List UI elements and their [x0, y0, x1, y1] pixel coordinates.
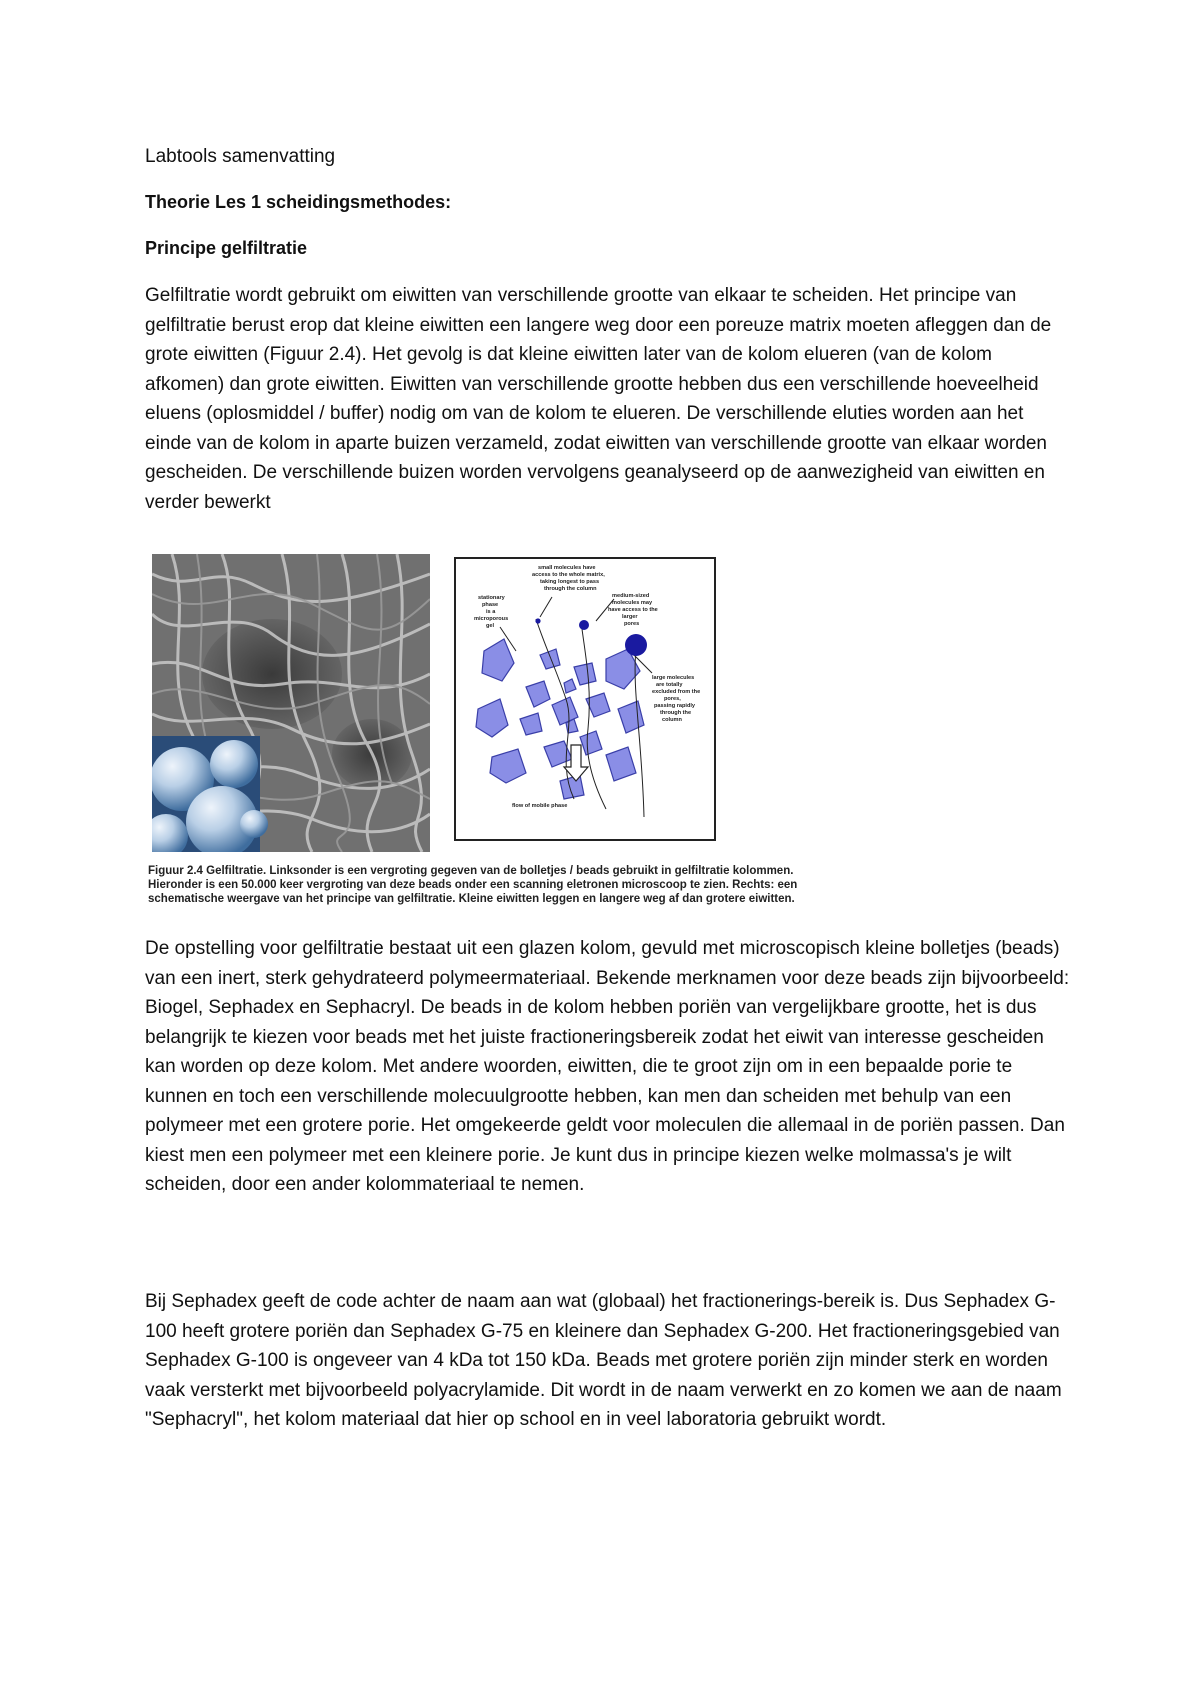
subsection-heading: Principe gelfiltratie [145, 238, 308, 258]
label-stationary-5: gel [486, 623, 495, 629]
small-pointer [540, 597, 552, 617]
paragraph-sephadex: Bij Sephadex geeft de code achter de naam aan wat (globaal) het fractionerings-bereik is. Dus Sephadex G-100 heeft grotere poriën dan Sephadex G-75 en kleinere dan Sephadex G-200. Het fractioneringsgebied van Sephadex G-100 is ongeveer van 4 kDa tot 150 kDa. Beads met grotere poriën zijn minder sterk en worden vaak versterkt met bijvoorbeeld polyacrylamide. Dit wordt in de naam verwerkt en zo komen we aan de naam "Sephacryl", het kolom materiaal dat hier op school en in veel laboratoria gebruikt wordt. [145, 1291, 1062, 1430]
paragraph-opstelling: De opstelling voor gelfiltratie bestaat uit een glazen kolom, gevuld met microscopisch kleine bolletjes (beads) van een inert, sterk gehydrateerd polymeermateriaal. Bekende merknamen voor deze beads zijn bijvoorbeeld: Biogel, Sephadex en Sephacryl. De beads in de kolom hebben poriën van vergelijkbare grootte, het is dus belangrijk te kiezen voor beads met het juiste fractioneringsbereik zodat het eiwit van interesse gescheiden kan worden op deze kolom. Met andere woorden, eiwitten, die te groot zijn om in een bepaalde porie te kunnen en toch een verschillende molecuulgrootte hebben, kan men dan scheiden met behulp van een polymeer met een grotere porie. Het omgekeerde geldt voor moleculen die allemaal in de poriën passen. Dan kiest men een polymeer met een kleinere porie. Je kunt dus in principe kiezen welke molmassa's je wilt scheiden, door een ander kolommateriaal te nemen. [145, 938, 1070, 1195]
small-molecule [535, 618, 540, 623]
gel-bead [520, 713, 542, 735]
label-large-2: are totally [656, 682, 683, 688]
gel-bead [526, 681, 550, 707]
label-large-1: large molecules [652, 675, 695, 681]
label-medium-2: molecules may [612, 600, 653, 606]
label-small-3: taking longest to pass [540, 579, 600, 585]
medium-molecule [579, 620, 589, 630]
label-large-4: pores, [664, 696, 681, 702]
paragraph-gelfiltratie-principe: Gelfiltratie wordt gebruikt om eiwitten van verschillende grootte van elkaar te scheiden. Het principe van gelfiltratie berust erop dat kleine eiwitten een langere weg door een poreuze matrix moeten afleggen dan de grote eiwitten (Figuur 2.4). Het gevolg is dat kleine eiwitten later van de kolom elueren (van de kolom afkomen) dan grote eiwitten. Eiwitten van verschillende grootte hebben dus een verschillende hoeveelheid eluens (oplosmiddel / buffer) nodig om van de kolom te elueren. De verschillende eluties worden aan het einde van de kolom in aparte buizen verzameld, zodat eiwitten van verschillende grootte van elkaar worden gescheiden. De verschillende buizen worden vervolgens geanalyseerd op de aanwezigheid van eiwitten en verder bewerkt [145, 285, 1052, 513]
label-medium-4: larger [622, 614, 638, 620]
section-heading: Theorie Les 1 scheidingsmethodes: [145, 192, 452, 212]
gel-bead [606, 747, 636, 781]
label-stationary-4: microporous [474, 616, 509, 622]
gel-bead [580, 731, 602, 755]
gel-bead [540, 649, 560, 669]
gel-bead [544, 741, 572, 767]
gel-bead [564, 679, 576, 693]
label-medium-5: pores [624, 621, 640, 627]
gel-bead [618, 701, 644, 733]
gel-bead [476, 699, 508, 737]
label-stationary-3: is a [486, 609, 496, 615]
gel-beads [476, 639, 644, 799]
label-large-3: excluded from the [652, 689, 701, 695]
label-large-5: passing rapidly [654, 703, 696, 709]
gel-bead [574, 663, 596, 685]
gelfiltration-diagram [454, 557, 716, 841]
label-large-6: through the [660, 710, 692, 716]
sem-micrograph-image [152, 554, 430, 852]
label-small-4: through the column [544, 586, 597, 592]
label-large-7: column [662, 717, 682, 723]
medium-molecule-path [582, 629, 606, 809]
label-stationary-1: stationary [478, 595, 505, 601]
gel-bead [482, 639, 514, 681]
gelfiltration-schematic [456, 559, 714, 839]
large-molecule [625, 634, 647, 656]
label-medium-3: have access to the [608, 607, 658, 613]
label-stationary-2: phase [482, 602, 499, 608]
gel-bead [490, 749, 526, 783]
document-title: Labtools samenvatting [145, 146, 336, 167]
beads-inset-photo [152, 736, 268, 852]
label-flow: flow of mobile phase [512, 803, 568, 809]
figure-caption: Figuur 2.4 Gelfiltratie. Linksonder is een vergroting gegeven van de bolletjes / beads gebruikt in gelfiltratie kolommen. Hieronder is een 50.000 keer vergroting van deze beads onder een scanning eletronen microscoop te zien. Rechts: een schematische weergave van het principe van gelfiltratie. Kleine eiwitten leggen en langere weg af dan grotere eiwitten. [148, 865, 798, 905]
label-medium-1: medium-sized [612, 593, 650, 599]
label-small-1: small molecules have [538, 565, 596, 571]
sem-fiber-network [152, 554, 430, 852]
label-small-2: access to the whole matrix, [532, 572, 605, 578]
